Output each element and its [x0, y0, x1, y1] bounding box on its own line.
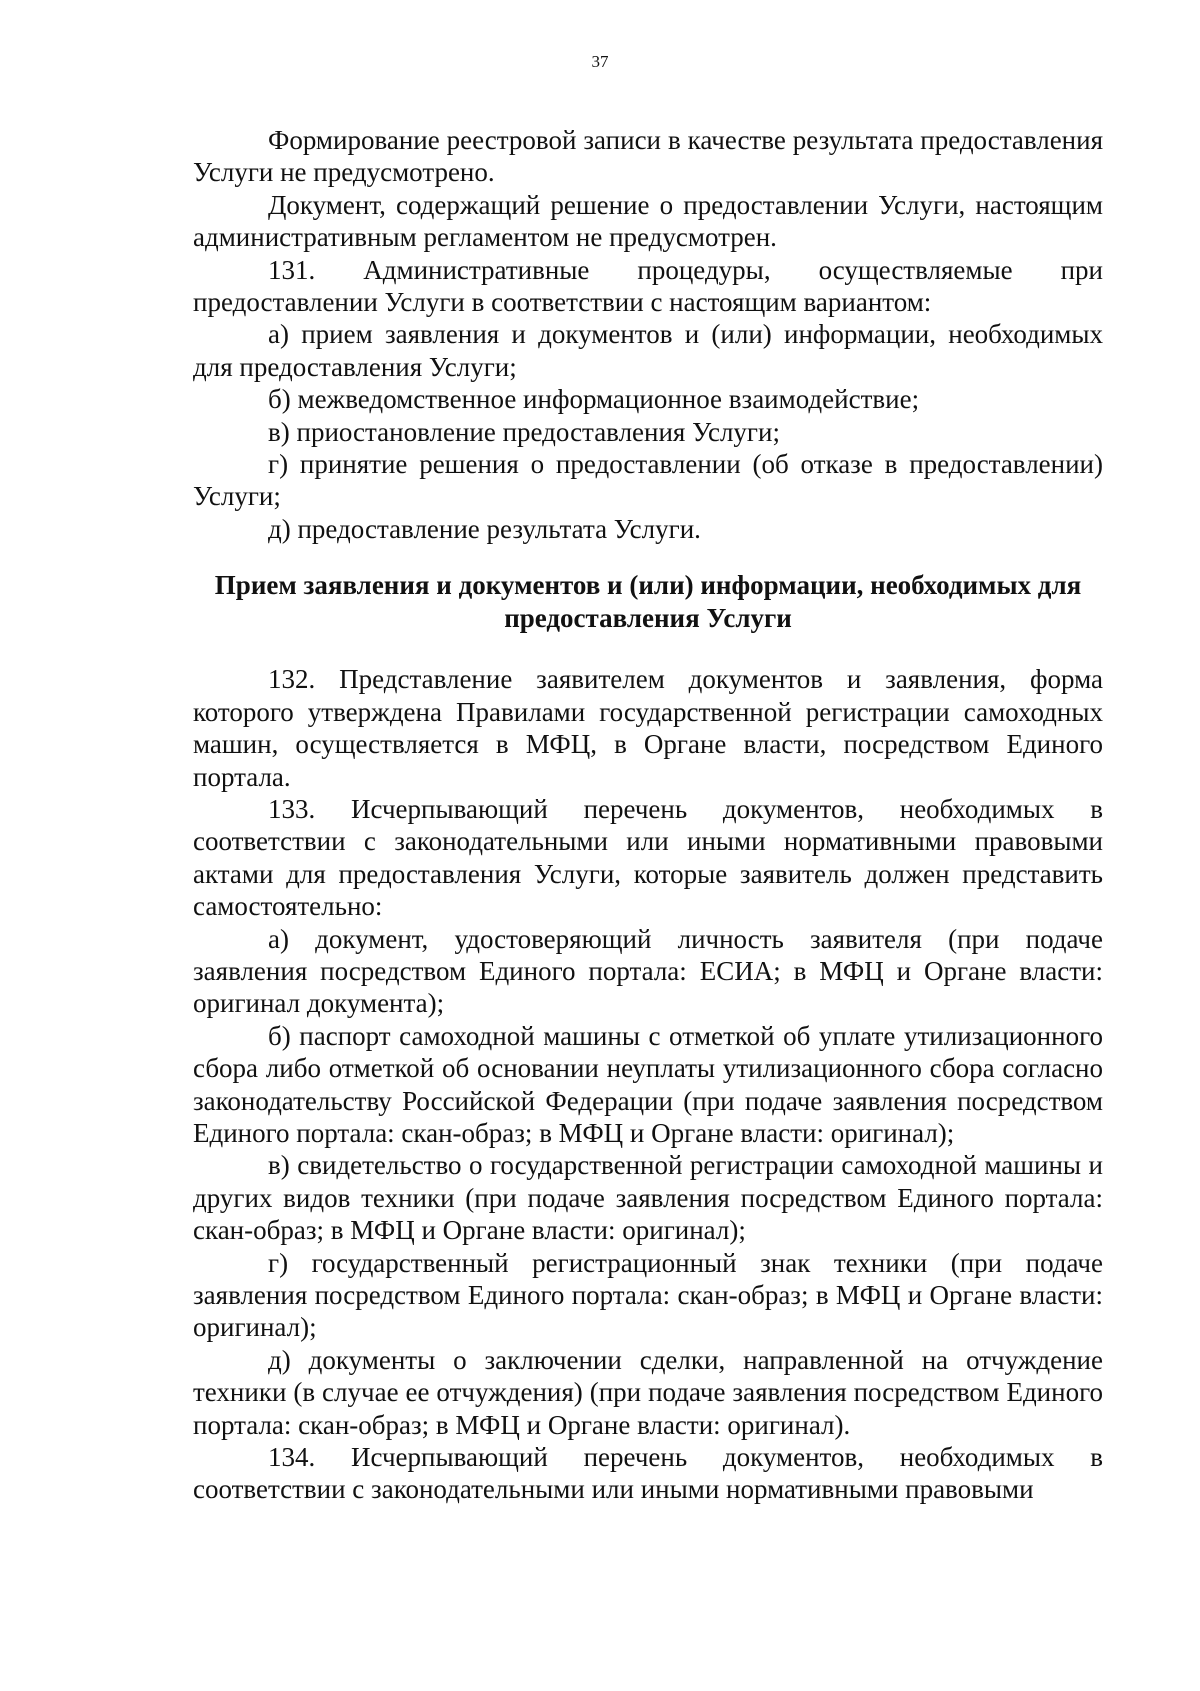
- page-number: 37: [591, 52, 609, 71]
- section-heading: Прием заявления и документов и (или) информации, необходимых для предоставления Услуги: [214, 570, 1082, 634]
- paragraph-132: 132. Представление заявителем документов и заявления, форма которого утверждена Правилами государственной регистрации самоходных машин, осуществляется в МФЦ, в Органе власти, посредством Единого портала.: [193, 664, 1103, 792]
- list-item-133-g: г) государственный регистрационный знак техники (при подаче заявления посредством Единого портала: скан-образ; в МФЦ и Органе власти: оригинал);: [193, 1247, 1103, 1343]
- paragraph-decision-document: Документ, содержащий решение о предоставлении Услуги, настоящим административным регламентом не предусмотрен.: [193, 189, 1103, 253]
- list-item-133-a: а) документ, удостоверяющий личность заявителя (при подаче заявления посредством Единого портала: ЕСИА; в МФЦ и Органе власти: оригинал документа);: [193, 923, 1103, 1019]
- list-item-133-v: в) свидетельство о государственной регистрации самоходной машины и других видов техники (при подаче заявления посредством Единого портала: скан-образ; в МФЦ и Органе власти: оригинал);: [193, 1150, 1103, 1246]
- heading-spacer: [193, 635, 1103, 663]
- paragraph-134: 134. Исчерпывающий перечень документов, необходимых в соответствии с законодательными или иными нормативными правовыми: [193, 1442, 1103, 1505]
- list-item-131-a: а) прием заявления и документов и (или) информации, необходимых для предоставления Услуги;: [193, 319, 1103, 382]
- list-item-133-b: б) паспорт самоходной машины с отметкой об уплате утилизационного сбора либо отметкой об основании неуплаты утилизационного сбора согласно законодательству Российской Федерации (при подаче заявления посредством Единого портала: скан-образ; в МФЦ и Органе власти: оригинал);: [193, 1020, 1103, 1148]
- list-item-131-v: в) приостановление предоставления Услуги;: [268, 416, 780, 447]
- paragraph-registry-entry: Формирование реестровой записи в качестве результата предоставления Услуги не предусмотрено.: [193, 125, 1103, 188]
- paragraph-131: 131. Административные процедуры, осуществляемые при предоставлении Услуги в соответствии с настоящим вариантом:: [193, 254, 1103, 318]
- list-item-131-d: д) предоставление результата Услуги.: [268, 513, 701, 544]
- paragraph-133: 133. Исчерпывающий перечень документов, необходимых в соответствии с законодательными или иными нормативными правовыми актами для предоставления Услуги, которые заявитель должен представить самостоятельно:: [193, 793, 1103, 922]
- document-body: [193, 124, 1103, 1506]
- list-item-131-b: б) межведомственное информационное взаимодействие;: [268, 384, 920, 415]
- list-item-131-g: г) принятие решения о предоставлении (об отказе в предоставлении) Услуги;: [193, 449, 1103, 512]
- list-item-133-d: д) документы о заключении сделки, направленной на отчуждение техники (в случае ее отчуждения) (при подаче заявления посредством Единого портала: скан-образ; в МФЦ и Органе власти: оригинал).: [193, 1344, 1103, 1440]
